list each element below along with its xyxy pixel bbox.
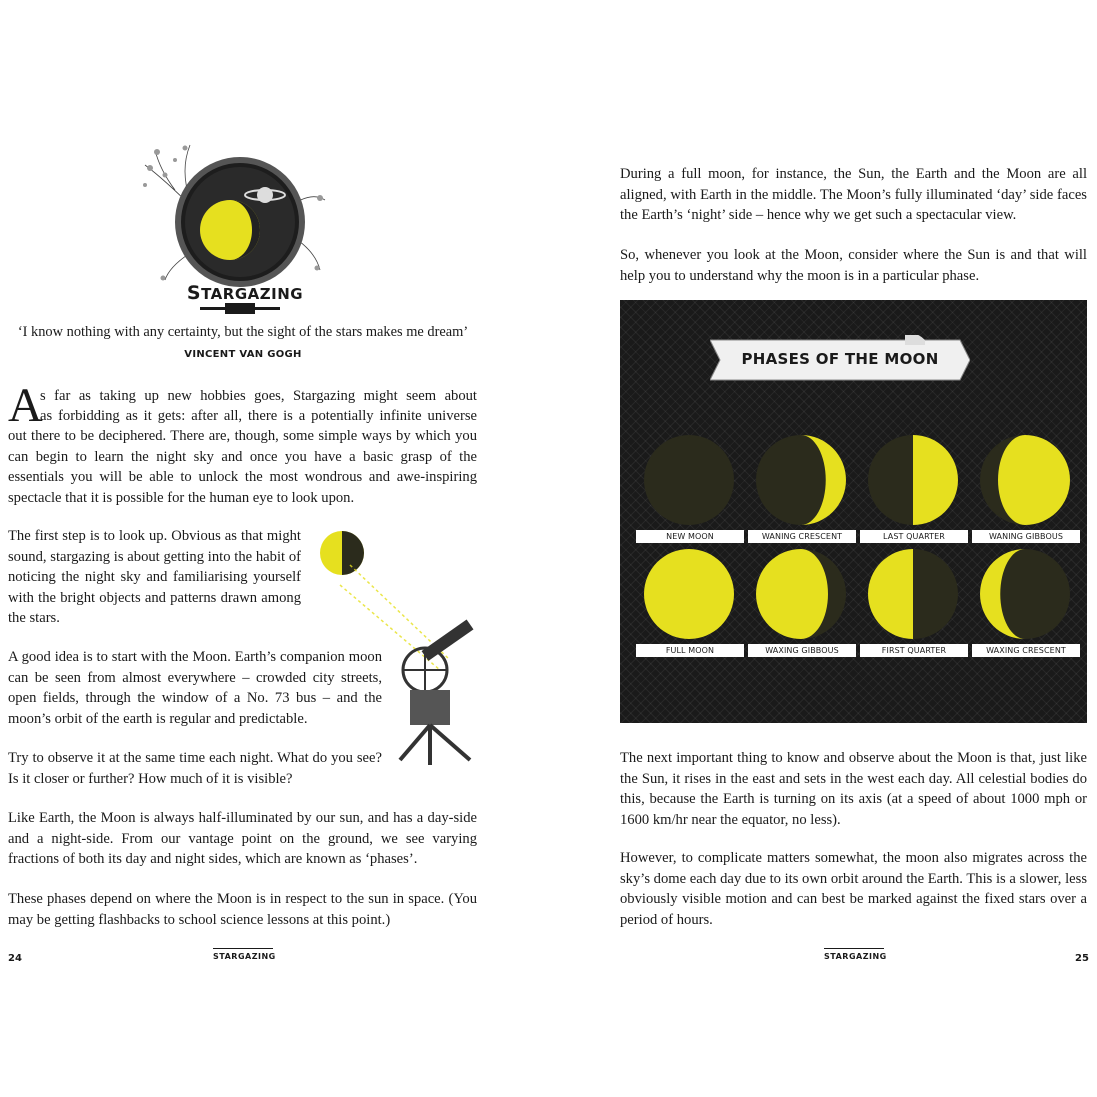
intro-paragraph: out there to be deciphered. There are, though, some simple ways by which you can begin to learn the night sky and once you have a basic grasp of the essentials you will be able to unlock the most wondrous and awe-inspiring spectacle that it is possible for the human eye to look upon. xyxy=(8,428,477,506)
moon-start-paragraph: A good idea is to start with the Moon. Earth’s companion moon can be seen from almost everywhere – crowded city streets, open fields, through the window of a No. 73 bus – and the moon’s orbit of the earth is regular and predictable. xyxy=(8,649,382,727)
drop-cap: A xyxy=(8,379,43,432)
moon-phase-label: FIRST QUARTER xyxy=(860,644,968,657)
moon-waning-crescent-icon xyxy=(751,432,851,532)
moon-phase-waning-crescent xyxy=(748,432,856,552)
moon-phase-waxing-crescent xyxy=(972,546,1080,666)
half-illuminated-paragraph: Like Earth, the Moon is always half-illuminated by our sun, and has a day-side and a night-side. From our vantage point on the ground, we see varying fractions of both its day and night sides, which are known as ‘phases’. xyxy=(8,810,477,867)
rises-east-paragraph: The next important thing to know and observe about the Moon is that, just like the Sun, it rises in the east and sets in the west each day. All celestial bodies do this, because the Earth is turning on its axis (at a speed of about 1000 mph or 1600 km/hr near the equator, no less). xyxy=(620,750,1087,828)
page-number: 25 xyxy=(1075,953,1089,964)
moon-phase-label: LAST QUARTER xyxy=(860,530,968,543)
moon-phase-label: WANING GIBBOUS xyxy=(972,530,1080,543)
moon-last-quarter-icon xyxy=(863,432,963,532)
left-page xyxy=(0,0,548,1097)
stargazing-emblem-illustration xyxy=(135,140,330,290)
moon-waxing-gibbous-icon xyxy=(751,546,851,646)
moon-phase-waning-gibbous xyxy=(972,432,1080,552)
intro-paragraph-line-2: as forbidding as it gets: after all, there is a potentially infinite universe xyxy=(40,408,477,424)
phases-title: PHASES OF THE MOON xyxy=(741,350,939,368)
moon-phase-label: FULL MOON xyxy=(636,644,744,657)
running-title: STARGAZING xyxy=(824,948,884,961)
moon-waxing-crescent-icon xyxy=(975,546,1075,646)
moon-phase-last-quarter xyxy=(860,432,968,552)
phases-of-the-moon-panel xyxy=(620,300,1087,723)
page-number: 24 xyxy=(8,953,22,964)
moon-first-quarter-icon xyxy=(863,546,963,646)
chapter-title: STARGAZING xyxy=(186,282,304,304)
moon-phase-label: WANING CRESCENT xyxy=(748,530,856,543)
title-ornament-divider xyxy=(200,302,280,316)
moon-phase-full xyxy=(636,546,744,666)
consider-sun-paragraph: So, whenever you look at the Moon, consider where the Sun is and that will help you to understand why the moon is in a particular phase. xyxy=(620,247,1087,284)
migrates-paragraph: However, to complicate matters somewhat, the moon also migrates across the sky’s dome each day due to its own orbit around the Earth. This is a slower, less obviously visible motion and can best be marked against the fixed stars over a period of hours. xyxy=(620,850,1087,928)
running-title: STARGAZING xyxy=(213,948,273,961)
phases-depend-paragraph: These phases depend on where the Moon is in respect to the sun in space. (You may be getting flashbacks to school science lessons at this point.) xyxy=(8,891,477,928)
moon-waning-gibbous-icon xyxy=(975,432,1075,532)
moon-phase-first-quarter xyxy=(860,546,968,666)
observe-paragraph: Try to observe it at the same time each night. What do you see? Is it closer or further? How much of it is visible? xyxy=(8,750,382,787)
quote-attribution: VINCENT VAN GOGH xyxy=(184,349,302,360)
moon-phase-waxing-gibbous xyxy=(748,546,856,666)
moon-new-icon xyxy=(639,432,739,532)
moon-phase-label: WAXING GIBBOUS xyxy=(748,644,856,657)
epigraph-quote: ‘I know nothing with any certainty, but the sight of the stars makes me dream’ xyxy=(17,324,469,340)
intro-paragraph-line-1: s far as taking up new hobbies goes, Stargazing might seem about xyxy=(40,388,477,404)
moon-phase-new xyxy=(636,432,744,552)
first-step-paragraph: The first step is to look up. Obvious as that might sound, stargazing is about getting into the habit of noticing the night sky and familiarising yourself with the bright objects and patterns drawn among the stars. xyxy=(8,528,301,626)
moon-phase-label: WAXING CRESCENT xyxy=(972,644,1080,657)
full-moon-paragraph: During a full moon, for instance, the Sun, the Earth and the Moon are all aligned, with Earth in the middle. The Moon’s fully illuminated ‘day’ side faces the Earth’s ‘night’ side – hence why we get such a spectacular view. xyxy=(620,166,1087,223)
moon-full-icon xyxy=(639,546,739,646)
moon-phase-label: NEW MOON xyxy=(636,530,744,543)
